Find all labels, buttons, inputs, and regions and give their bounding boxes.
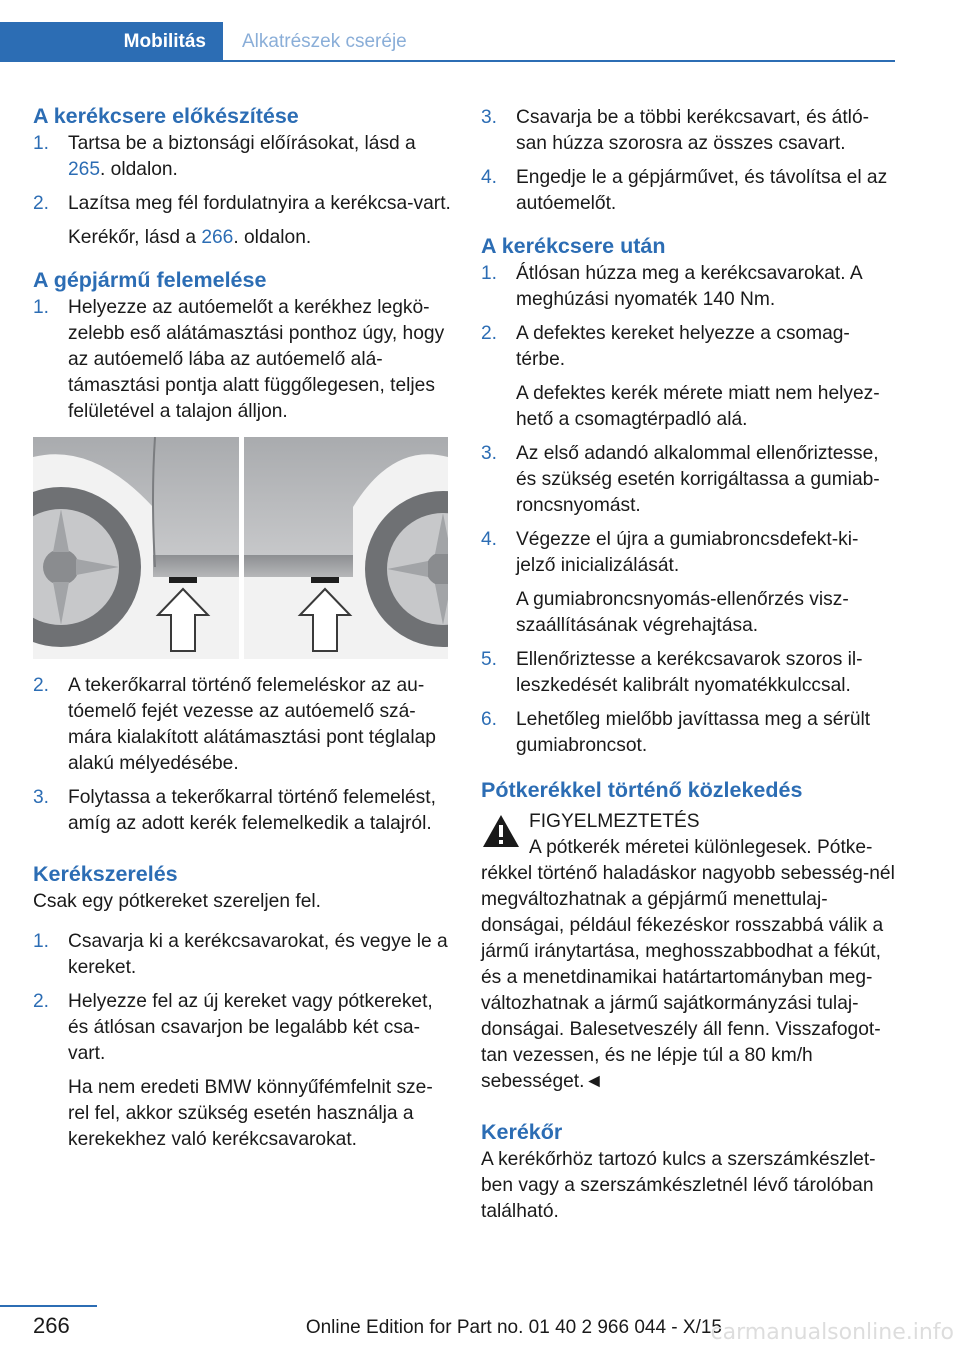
watermark: carmanualsonline.info <box>710 1320 954 1345</box>
item-number: 2. <box>33 675 50 696</box>
list-item <box>481 647 896 699</box>
subtext-post: . oldalon. <box>233 227 312 248</box>
list-item <box>481 441 896 519</box>
item-number: 3. <box>481 107 498 128</box>
list-item <box>33 131 451 183</box>
item-text <box>68 131 451 183</box>
heading-after-wheel-change: A kerékcsere után <box>481 234 666 258</box>
list-item <box>33 785 451 837</box>
warning-box <box>481 809 896 1095</box>
heading-preparation: A kerékcsere előkészítése <box>33 104 299 128</box>
item-number: 5. <box>481 649 498 670</box>
item-text: Helyezze fel az új kereket vagy pótkereket, és átlósan csavarjon be legalább két csa-vart. <box>68 991 433 1064</box>
header-rule <box>223 60 895 62</box>
item-text: Helyezze az autóemelőt a kerékhez legkö-zelebb eső alátámasztási ponthoz úgy, hogy az autóemelő lába az autóemelő alá-támasztási pontja alatt függőlegesen, teljes felületével a talajon álljon. <box>68 297 445 422</box>
heading-wheel-lock: Kerékőr <box>481 1120 563 1144</box>
section-label: Mobilitás <box>123 31 206 52</box>
list-item <box>481 261 896 313</box>
wheel-lock-text: A kerékőrhöz tartozó kulcs a szerszámkészlet-ben vagy a szerszámkészletnél lévő tárolóban található. <box>481 1149 876 1222</box>
section-tab[interactable] <box>0 22 223 62</box>
item-text: Engedje le a gépjárművet, és távolítsa el az autóemelőt. <box>516 167 888 214</box>
warning-label: FIGYELMEZTETÉS <box>529 811 700 832</box>
item-text: Átlósan húzza meg a kerékcsavarokat. A meghúzási nyomaték 140 Nm. <box>516 263 862 310</box>
item-number: 1. <box>481 263 498 284</box>
jack-point-illustration <box>33 437 448 659</box>
list-item <box>481 707 896 759</box>
edition-note: Online Edition for Part no. 01 40 2 966 044 - X/15 <box>305 1317 722 1338</box>
page-link-266[interactable]: 266 <box>201 227 234 248</box>
list-item <box>481 321 896 433</box>
item-subtext: Ha nem eredeti BMW könnyűfémfelnit sze-rel fel, akkor szükség esetén használja a kerekekhez való kerékcsavarokat. <box>68 1077 433 1150</box>
breadcrumb[interactable] <box>242 22 407 62</box>
list-item <box>33 191 451 251</box>
item-text: Csavarja be a többi kerékcsavart, és átló-san húzza szorosra az összes csavart. <box>516 107 870 154</box>
item-text-pre: Tartsa be a biztonsági előírásokat, lásd a <box>68 133 416 154</box>
item-text: Lehetőleg mielőbb javíttassa meg a sérült gumiabroncsot. <box>516 709 871 756</box>
item-text: Lazítsa meg fél fordulatnyira a kerékcsa-vart. <box>68 193 451 214</box>
item-number: 2. <box>33 991 50 1012</box>
item-number: 3. <box>481 443 498 464</box>
item-number: 2. <box>481 323 498 344</box>
breadcrumb-label: Alkatrészek cseréje <box>242 31 407 52</box>
item-text: Ellenőriztesse a kerékcsavarok szoros il-leszkedését kalibrált nyomatékkulccsal. <box>516 649 863 696</box>
item-number: 2. <box>33 193 50 214</box>
list-item <box>481 165 896 217</box>
list-item <box>33 673 451 777</box>
warning-triangle-icon <box>481 813 521 849</box>
item-subtext: A gumiabroncsnyomás-ellenőrzés visz-szaállításának végrehajtása. <box>516 589 849 636</box>
list-item <box>33 989 451 1153</box>
footer-rule <box>0 1305 97 1307</box>
heading-spare-wheel-driving: Pótkerékkel történő közlekedés <box>481 778 803 802</box>
item-text: Csavarja ki a kerékcsavarokat, és vegye le a kereket. <box>68 931 448 978</box>
front-wheel-view <box>33 437 239 659</box>
item-text: A defektes kereket helyezze a csomag-térbe. <box>516 323 850 370</box>
item-text: Folytassa a tekerőkarral történő felemelést, amíg az adott kerék felemelkedik a talajról. <box>68 787 436 834</box>
item-text-post: . oldalon. <box>100 159 178 180</box>
list-item <box>481 527 896 639</box>
list-item <box>481 105 896 157</box>
page-number: 266 <box>33 1313 70 1338</box>
list-item <box>33 295 451 425</box>
left-column <box>33 100 451 1161</box>
rear-wheel-view <box>244 437 448 659</box>
item-number: 6. <box>481 709 498 730</box>
item-text: Az első adandó alkalommal ellenőriztesse, és szükség esetén korrigáltassa a gumiab-roncsnyomást. <box>516 443 880 516</box>
item-subtext <box>68 225 451 251</box>
jack-point-drawing <box>33 437 448 659</box>
item-number: 4. <box>481 529 498 550</box>
subtext-pre: Kerékőr, lásd a <box>68 227 202 248</box>
item-number: 1. <box>33 297 50 318</box>
heading-wheel-mounting: Kerékszerelés <box>33 862 178 886</box>
item-number: 3. <box>33 787 50 808</box>
item-subtext: A defektes kerék mérete miatt nem helyez-hető a csomagtérpadló alá. <box>516 383 880 430</box>
section-intro: Csak egy pótkereket szereljen fel. <box>33 891 321 912</box>
heading-lifting: A gépjármű felemelése <box>33 268 267 292</box>
page-link-265[interactable]: 265 <box>68 159 101 180</box>
item-number: 1. <box>33 133 50 154</box>
list-item <box>33 929 451 981</box>
item-number: 1. <box>33 931 50 952</box>
warning-text: A pótkerék méretei különlegesek. Pótke-rékkel történő haladáskor nagyobb sebesség-nél megváltozhatnak a gépjármű menettulaj-donságai, például fékezéskor rosszabbá válik a jármű iránytartása, meghosszabbodhat a fékút, és a menetdinamikai határtartományban meg-változhatnak a jármű sajátkormányzási tulaj-donságai. Balesetveszély áll fenn. Visszafogot-tan vezessen, és ne lépje túl a 80 km/h sebességet.◄ <box>481 837 895 1092</box>
right-column <box>481 100 896 1233</box>
item-text: A tekerőkarral történő felemeléskor az au-tóemelő fejét vezesse az autóemelő szá-mára kialakított alátámasztási pont téglalap alakú mélyedésébe. <box>68 675 436 774</box>
page-header <box>0 0 895 66</box>
item-number: 4. <box>481 167 498 188</box>
item-text: Végezze el újra a gumiabroncsdefekt-ki-jelző inicializálását. <box>516 529 859 576</box>
